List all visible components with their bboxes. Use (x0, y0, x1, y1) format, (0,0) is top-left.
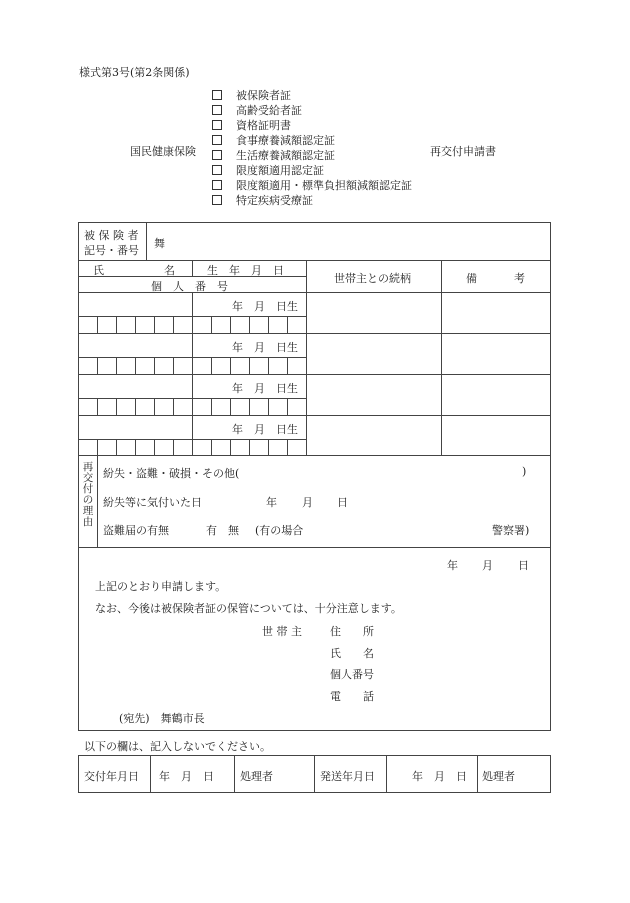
reason-line-1-close: ) (522, 465, 527, 478)
issue-handler-label: 処理者 (240, 770, 273, 783)
declaration-text-1: 上記のとおり申請します。 (95, 580, 227, 593)
address-label: 住 所 (330, 625, 374, 638)
householder-label: 世 帯 主 (262, 625, 302, 638)
option-checkbox[interactable]: 生活療養減額認定証 (212, 148, 335, 163)
title-left: 国民健康保険 (130, 145, 196, 158)
checkbox-icon[interactable] (212, 180, 222, 190)
insured-label-1: 被 保 険 者 (84, 229, 139, 242)
theft-report-choice: 有 無 (206, 524, 239, 537)
addressee: (宛先) 舞鶴市長 (119, 712, 205, 725)
checkbox-icon[interactable] (212, 120, 222, 130)
theft-report-case: (有の場合 (255, 524, 304, 537)
title-right: 再交付申請書 (430, 145, 496, 158)
theft-report-label: 盗難届の有無 (103, 524, 169, 537)
phone-label: 電 話 (330, 690, 374, 703)
birth-date-suffix: 年 月 日生 (232, 382, 298, 395)
option-checkbox[interactable]: 資格証明書 (212, 118, 291, 133)
birth-date-suffix: 年 月 日生 (232, 423, 298, 436)
remarks-header-1: 備 (466, 272, 477, 285)
declaration-day: 日 (518, 559, 529, 572)
checkbox-icon[interactable] (212, 150, 222, 160)
option-checkbox[interactable]: 限度額適用・標準負担額減額認定証 (212, 178, 412, 193)
checkbox-icon[interactable] (212, 105, 222, 115)
send-date-ymd: 年 月 日 (412, 770, 467, 783)
insured-label-2: 記号・番号 (84, 244, 139, 257)
personal-no-header: 個 人 番 号 (151, 280, 228, 293)
option-checkbox[interactable]: 限度額適用認定証 (212, 163, 324, 178)
checkbox-icon[interactable] (212, 165, 222, 175)
relation-header: 世帯主との続柄 (334, 272, 411, 285)
noticed-date-label: 紛失等に気付いた日 (103, 496, 202, 509)
birth-header: 生 年 月 日 (207, 264, 284, 277)
checkbox-icon[interactable] (212, 90, 222, 100)
name-header-1: 氏 (93, 264, 104, 277)
option-checkbox[interactable]: 食事療養減額認定証 (212, 133, 335, 148)
declaration-month: 月 (482, 559, 493, 572)
checkbox-icon[interactable] (212, 135, 222, 145)
checkbox-icon[interactable] (212, 195, 222, 205)
noticed-year: 年 (266, 496, 277, 509)
declaration-text-2: なお、今後は被保険者証の保管については、十分注意します。 (95, 602, 402, 615)
name-header-2: 名 (164, 264, 175, 277)
birth-date-suffix: 年 月 日生 (232, 341, 298, 354)
noticed-month: 月 (302, 496, 313, 509)
name-label: 氏 名 (330, 647, 374, 660)
form-number: 様式第3号(第2条関係) (79, 66, 190, 79)
send-date-label: 発送年月日 (320, 770, 375, 783)
option-checkbox[interactable]: 被保険者証 (212, 88, 291, 103)
reason-vertical-label: 再 交 付 の 理 由 (82, 461, 94, 528)
police-station: 警察署) (492, 524, 530, 537)
send-handler-label: 処理者 (482, 770, 515, 783)
issue-date-ymd: 年 月 日 (159, 770, 214, 783)
reason-line-1: 紛失・盗難・破損・その他( (103, 467, 240, 480)
declaration-year: 年 (447, 559, 458, 572)
option-checkbox[interactable]: 特定疾病受療証 (212, 193, 313, 208)
birth-date-suffix: 年 月 日生 (232, 300, 298, 313)
remarks-header-2: 考 (514, 272, 525, 285)
insured-prefix: 舞 (154, 237, 165, 250)
office-note: 以下の欄は、記入しないでください。 (84, 740, 271, 753)
option-checkbox[interactable]: 高齢受給者証 (212, 103, 302, 118)
personal-no-label: 個人番号 (330, 668, 374, 681)
noticed-day: 日 (337, 496, 348, 509)
issue-date-label: 交付年月日 (84, 770, 139, 783)
